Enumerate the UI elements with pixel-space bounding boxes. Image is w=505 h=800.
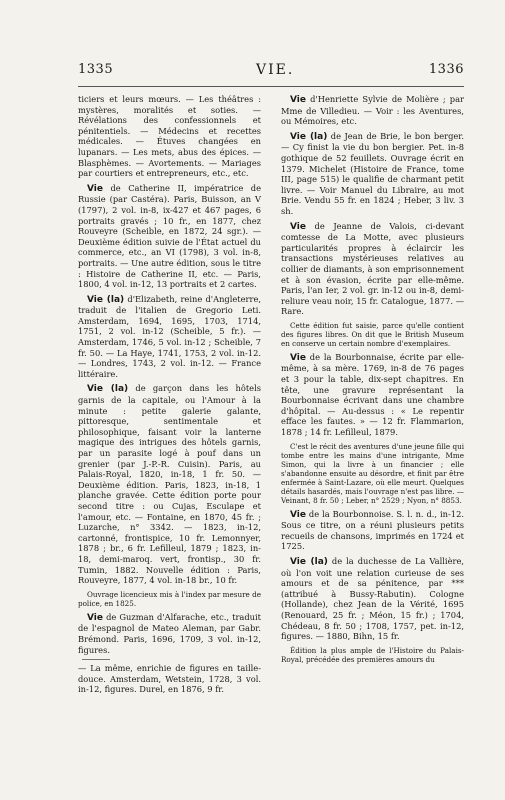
entry	[281, 131, 464, 217]
entry	[281, 221, 464, 317]
entry-text: de Jeanne de Valois, ci-devant comtesse de La Motte, avec plusieurs particularités propres à éclaircir les transactions mystérieuses relatives au collier de diamants, à son emprisonnement et à son évasion, écrite par elle-même. Paris, l'an Ier, 2 vol. gr. in-12 ou in-8, demi-reliure veau noir, 15 fr. Catalogue, 1877. — Rare.	[281, 220, 464, 317]
entry-text: de la Bourbonnoise. S. l. n. d., in-12. Sous ce titre, on a réuni plusieurs petits recueils de chansons, imprimés en 1724 et 1725.	[281, 508, 464, 552]
entry-headword: Vie (la)	[290, 557, 328, 567]
entry-note	[281, 442, 464, 505]
entry-text: Ouvrage licencieux mis à l'index par mesure de police, en 1825.	[78, 589, 261, 608]
entry	[78, 663, 261, 695]
entry-note	[281, 646, 464, 664]
entry-text: Édition la plus ample de l'Histoire du Palais-Royal, précédée des premières amours du	[281, 645, 464, 664]
entry-headword: Vie	[290, 352, 306, 363]
entry-separator	[82, 659, 110, 660]
entry-text: ticiers et leurs mœurs. — Les théâtres : mystères, moralités et soties. — Révélations des confessionnels et pénitentiels. — Médecins et recettes médicales. — Étuves changées en lupanars. — Les mets, abus des épices. — Blasphèmes. — Avortements. — Mariages par courtiers et entrepreneurs, etc., etc.	[78, 94, 261, 179]
entry-headword: Vie (la)	[87, 294, 125, 305]
running-title: VIE.	[256, 62, 295, 78]
entry-text: d'Elizabeth, reine d'Angleterre, traduit de l'italien de Gregorio Leti. Amsterdam, 1694, 1695, 1703, 1714, 1751, 2 vol. in-12 (Scheible, 5 fr.). — Amsterdam, 1746, 5 vol. in-12 ; Scheible, 7 fr. 50. — La Haye, 1741, 1753, 2 vol. in-12. — Londres, 1743, 2 vol. in-12. — France littéraire.	[78, 293, 262, 379]
entry-headword: Vie (la)	[290, 131, 328, 142]
page-header	[78, 62, 464, 82]
header-rule	[78, 86, 464, 87]
entry-text: Cette édition fut saisie, parce qu'elle contient des figures libres. On dit que le British Museum en conserve un certain nombre d'exemplaires.	[281, 320, 464, 348]
right-column	[281, 94, 464, 668]
left-page-number: 1335	[78, 62, 114, 77]
right-page-number: 1336	[428, 62, 464, 77]
entry-text: de la Bourbonnaise, écrite par elle-même, à sa mère. 1769, in-8 de 76 pages et 3 pour la table, dix-sept chapitres. En tête, une gravure représentant la Bourbonnaise écrivant dans une chambre d'hôpital. — Au-dessus : « Le repentir efface les fautes. » — 12 fr. Flammarion, 1878 ; 14 fr. Lefilleul, 1879.	[281, 351, 464, 438]
entry-note	[78, 590, 261, 608]
entry	[281, 556, 464, 642]
entry-text: C'est le récit des aventures d'une jeune fille qui tombe entre les mains d'une intrigante, Mme Simon, qui la livre à un financier ; elle s'abandonne ensuite au désordre, et finit par être enfermée à Saint-Lazare, où elle meurt. Quelques détails hasardés, mais l'ouvrage n'est pas libre. — Veinant, 8 fr. 50 ; Leber, n° 2529 ; Nyon, n° 8853.	[281, 441, 464, 505]
entry	[78, 383, 261, 585]
entry	[78, 94, 261, 179]
entry	[281, 352, 464, 438]
entry-note	[281, 321, 464, 348]
entry-headword: Vie	[290, 221, 306, 232]
entry	[281, 509, 464, 552]
entry-headword: Vie	[290, 95, 306, 105]
entry-headword: Vie	[87, 612, 103, 623]
entry	[78, 183, 261, 290]
entry-text: de Guzman d'Alfarache, etc., traduit de l'espagnol de Mateo Aleman, par Gabr. Brémond. Paris, 1696, 1709, 3 vol. in-12, figures.	[78, 611, 261, 655]
entry-text: de la duchesse de La Vallière, où l'on voit une relation curieuse de ses amours et de sa pénitence, par *** (attribué à Bussy-Rabutin). Cologne (Hollande), chez Jean de la Vérité, 1695 (Renouard, 25 fr. ; Méon, 15 fr.) ; 1704, Chédeau, 8 fr. 50 ; 1708, 1757, pet. in-12, figures. — 1880, Bihn, 15 fr.	[281, 556, 464, 642]
entry-text: de Catherine II, impératrice de Russie (par Castéra). Paris, Buisson, an V (1797), 2 vol. in-8, ix-427 et 467 pages, 6 portraits gravés ; 10 fr., en 1877, chez Rouveyre (Scheible, en 1872, 24 sgr.). — Deuxième édition suivie de l'État actuel du commerce, etc., an VI (1798), 3 vol. in-8, portraits. — Une autre édition, sous le titre : Histoire de Catherine II, etc. — Paris, 1800, 4 vol. in-12, 13 portraits et 2 cartes.	[78, 182, 261, 290]
entry	[78, 612, 261, 655]
entry	[281, 94, 464, 127]
entry-headword: Vie	[290, 509, 306, 520]
entry-text: de Jean de Brie, le bon berger. — Cy finist la vie du bon bergier. Pet. in-8 gothique de 52 feuillets. Ouvrage écrit en 1379. Michelet (Histoire de France, tome III, page 515) le qualifie de charmant petit livre. — Voir Manuel du Libraire, au mot Brie. Vendu 55 fr. en 1824 ; Heber, 3 liv. 3 sh.	[281, 130, 464, 216]
entry-text: de garçon dans les hôtels garnis de la capitale, ou l'Amour à la minute : petite galerie galante, pittoresque, sentimentale et philosophique, faisant voir la lanterne magique des intrigues des hôtels garnis, par un parasite logé à pouf dans un grenier (par J.-P.-R. Cuisin). Paris, au Palais-Royal, 1820, in-18, 1 fr. 50. — Deuxième édition. Paris, 1823, in-18, 1 planche gravée. Cette édition porte pour second titre : ou Cujas, Esculape et l'amour, etc. — Fontaine, en 1870, 45 fr. ; Luzarche, n° 3342. — 1823, in-12, cartonné, frontispice, 10 fr. Lemonnyer, 1878 ; br., 6 fr. Lefilleul, 1879 ; 1823, in-18, demi-maroq. vert, frontisp., 30 fr. Tumin, 1882. Nouvelle édition : Paris, Rouveyre, 1877, 4 vol. in-18 br., 10 fr.	[78, 383, 262, 586]
left-column	[78, 94, 261, 699]
entry	[78, 294, 261, 380]
entry-headword: Vie (la)	[87, 384, 129, 395]
entry-text: d'Henriette Sylvie de Molière ; par Mme de Villedieu. — Voir : les Aventures, ou Mémoires, etc.	[281, 94, 464, 127]
entry-text: — La même, enrichie de figures en taille-douce. Amsterdam, Wetstein, 1728, 3 vol. in-12, figures. Durel, en 1876, 9 fr.	[78, 663, 261, 695]
entry-headword: Vie	[87, 183, 103, 194]
